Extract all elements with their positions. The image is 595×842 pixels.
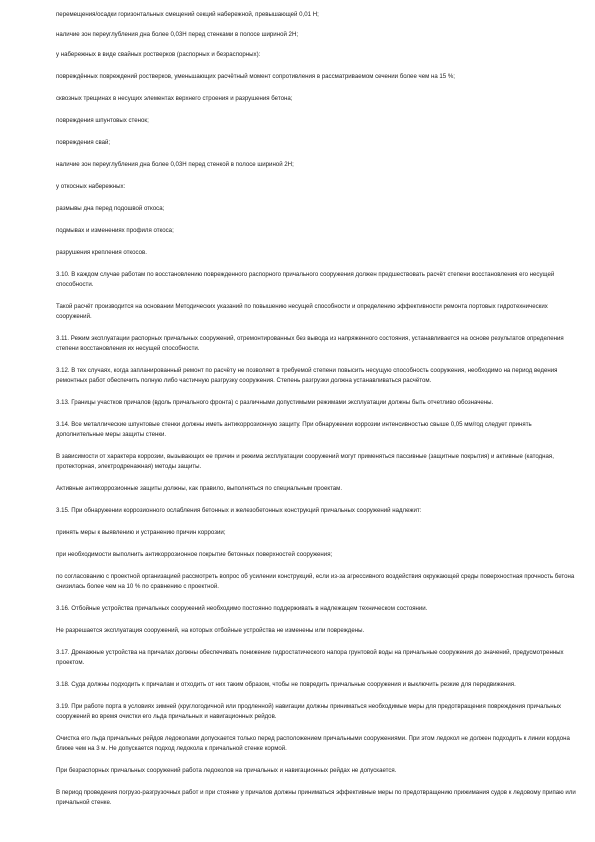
paragraph: наличие зон переуглубления дна более 0,03Н перед стенками в полосе шириной 2Н; [56,31,299,38]
paragraph: Не разрешается эксплуатация сооружений, на которых отбойные устройства не изменены или повреждены. [56,627,365,634]
section-3-19: 3.19. При работе порта в условиях зимней (круглогодичной или продленной) навигации должны приниматься необходимые меры для предотвращения повреждения причальных сооружений во время очистки его льда причальных и навигационных рейдов. [56,703,562,720]
paragraph: у откосных набережных: [56,183,126,190]
paragraph: При безраспорных причальных сооружений работа ледоколов на причальных и навигационных рейдах не допускается. [56,767,397,774]
paragraph: повреждения шпунтовых стенок; [56,117,149,124]
paragraph: наличие зон переуглубления дна более 0,03Н перед стенкой в полосе шириной 2Н; [56,161,294,168]
paragraph: Такой расчёт производится на основании Методических указаний по повышению несущей способности и определению эффективности ремонта портовых гидротехнических сооружений. [56,303,548,320]
section-3-14: 3.14. Все металлические шпунтовые стенки должны иметь антикоррозионную защиту. При обнаружении коррозии интенсивностью свыше 0,05 мм/год следует принять дополнительные меры защиты стенки. [56,421,532,438]
paragraph: размывы дна перед подошвой откоса; [56,205,165,212]
section-3-15: 3.15. При обнаружении коррозионного ослабления бетонных и железобетонных конструкций причальных сооружений надлежит: [56,507,422,514]
paragraph: подмывах и изменениях профиля откоса; [56,227,174,234]
section-3-12: 3.12. В тех случаях, когда запланированный ремонт по расчёту не позволяет в требуемой степени повысить несущую способность сооружения, необходимо на период ведения ремонтных работ обеспечить полную либо частичную разгрузку сооружения. Степень разгрузки должна устанавливаться расчётом. [56,367,558,384]
paragraph: сквозных трещинах в несущих элементах верхнего строения и разрушения бетона; [56,95,293,102]
paragraph: разрушения крепления откосов. [56,249,147,256]
section-3-16: 3.16. Отбойные устройства причальных сооружений необходимо постоянно поддерживать в надлежащем техническом состоянии. [56,605,428,612]
paragraph: повреждённых повреждений ростверков, уменьшающих расчётный момент сопротивления в рассматриваемом сечении более чем на 15 %; [56,73,455,80]
section-3-17: 3.17. Дренажные устройства на причалах должны обеспечивать понижение гидростатического напора грунтовой воды на причальные сооружения до значений, предусмотренных проектом. [56,649,564,666]
section-3-10: 3.10. В каждом случае работам по восстановлению поврежденного распорного причального сооружения должен предшествовать расчёт степени восстановления его несущей способности. [56,271,555,288]
paragraph: Очистка его льда причальных рейдов ледоколами допускается только перед расположением причальными сооружениями. При этом ледокол не должен подходить к линии кордона ближе чем на 3 м. Не допускается подход ледокола к причальной стенке кормой. [56,735,570,752]
paragraph: у набережных в виде свайных ростверков (распорных и безраспорных): [56,51,261,58]
paragraph: перемещения/осадки горизонтальных смещений секций набережной, превышающей 0,01 Н; [56,11,319,18]
list-item: при необходимости выполнить антикоррозионное покрытие бетонных поверхностей сооружения; [56,551,333,558]
paragraph: Активные антикоррозионные защиты должны, как правило, выполняться по специальным проектам. [56,485,343,492]
section-3-11: 3.11. Режим эксплуатации распорных причальных сооружений, отремонтированных без вывода из напряженного состояния, устанавливается на основе результатов определения степени восстановления их несущей способности. [56,335,564,352]
paragraph: В зависимости от характера коррозии, вызывающих ее причин и режима эксплуатации сооружений могут применяться пассивные (защитные покрытия) и активные (катодная, протекторная, электродренажная) методы защиты. [56,453,554,470]
list-item: по согласованию с проектной организацией рассмотреть вопрос об усилении конструкций, если из-за агрессивного воздействия окружающей среды поверхностная прочность бетона снизилась более чем на 10 % по сравнению с проектной. [56,573,575,590]
section-3-18: 3.18. Суда должны подходить к причалам и отходить от них таким образом, чтобы не повредить причальные сооружения и выключить резкие для передвижения. [56,681,516,688]
list-item: принять меры к выявлению и устранению причин коррозии; [56,529,226,536]
paragraph: повреждения свай; [56,139,111,146]
section-3-13: 3.13. Границы участков причалов (вдоль причального фронта) с различными допустимыми режимами эксплуатации должны быть отчетливо обозначены. [56,399,494,406]
paragraph: В период проведения погрузо-разгрузочных работ и при стоянке у причалов должны приниматься эффективные меры по предотвращению прижимания судов к ледовому припаю или причальной стенке. [56,789,576,806]
